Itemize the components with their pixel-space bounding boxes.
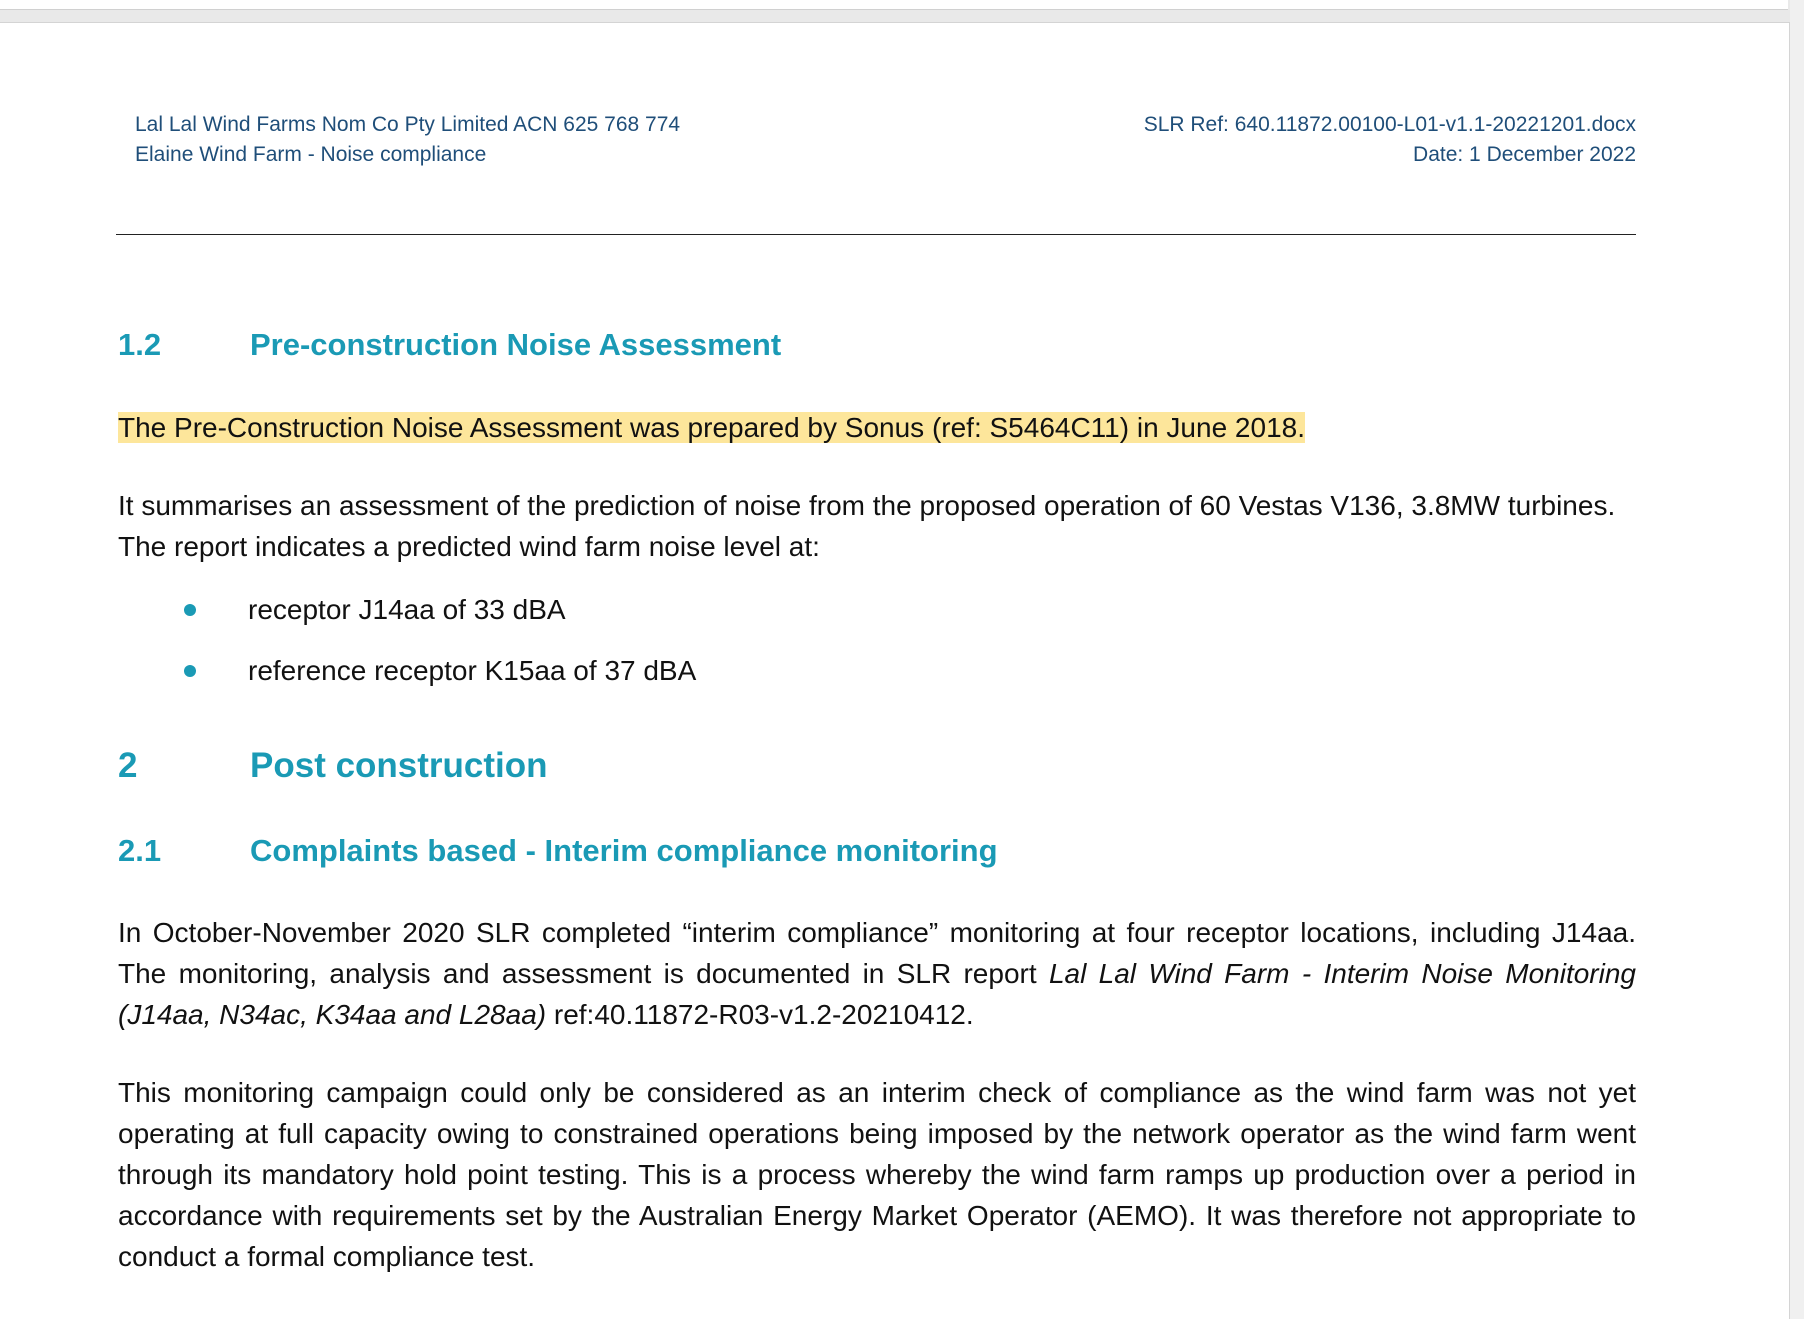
highlighted-paragraph <box>118 407 1636 448</box>
bullet-icon <box>184 604 196 616</box>
section-number: 1.2 <box>118 327 162 362</box>
highlighted-text: The Pre-Construction Noise Assessment was prepared by Sonus (ref: S5464C11) in June 2018. <box>118 412 1305 443</box>
list-item-text: receptor J14aa of 33 dBA <box>248 594 566 625</box>
section-title: Post construction <box>250 746 548 785</box>
report-title: Lal Lal Wind Farm - Interim Noise Monitoring (J14aa, N34ac, K34aa and L28aa) <box>118 958 1636 1030</box>
monitoring-paragraph <box>118 912 1636 1035</box>
section-heading-2 <box>118 746 548 786</box>
paragraph-text: ref:40.11872-R03-v1.2-20210412. <box>546 999 974 1030</box>
header-project: Elaine Wind Farm - Noise compliance <box>135 143 487 166</box>
header-date: Date: 1 December 2022 <box>1413 143 1636 166</box>
header-rule <box>116 234 1636 235</box>
page-header-left <box>135 110 680 170</box>
section-title: Pre-construction Noise Assessment <box>250 327 782 362</box>
section-number: 2 <box>118 746 138 785</box>
section-title: Complaints based - Interim compliance monitoring <box>250 833 998 868</box>
paragraph-text: In October-November 2020 SLR completed “interim compliance” monitoring at four receptor locations, including J14aa. The monitoring, analysis and assessment is documented in SLR report <box>118 917 1636 989</box>
previous-page-edge <box>0 0 1788 10</box>
assessment-paragraph: It summarises an assessment of the prediction of noise from the proposed operation of 60 Vestas V136, 3.8MW turbines. The report indicates a predicted wind farm noise level at: <box>118 490 1616 562</box>
section-number: 2.1 <box>118 833 162 868</box>
header-company: Lal Lal Wind Farms Nom Co Pty Limited ACN 625 768 774 <box>135 113 681 136</box>
section-heading-1-2 <box>118 327 781 363</box>
scroll-gutter[interactable] <box>1790 0 1804 1319</box>
list-item-text: reference receptor K15aa of 37 dBA <box>248 655 697 686</box>
campaign-paragraph: This monitoring campaign could only be considered as an interim check of compliance as the wind farm was not yet operating at full capacity owing to constrained operations being imposed by the network operator as the wind farm went through its mandatory hold point testing. This is a process whereby the wind farm ramps up production over a period in accordance with requirements set by the Australian Energy Market Operator (AEMO). It was therefore not appropriate to conduct a formal compliance test. <box>118 1077 1636 1272</box>
header-reference: SLR Ref: 640.11872.00100-L01-v1.1-20221201.docx <box>1143 113 1636 136</box>
section-heading-2-1 <box>118 833 998 869</box>
page-header-right <box>1144 110 1636 170</box>
bullet-icon <box>184 665 196 677</box>
